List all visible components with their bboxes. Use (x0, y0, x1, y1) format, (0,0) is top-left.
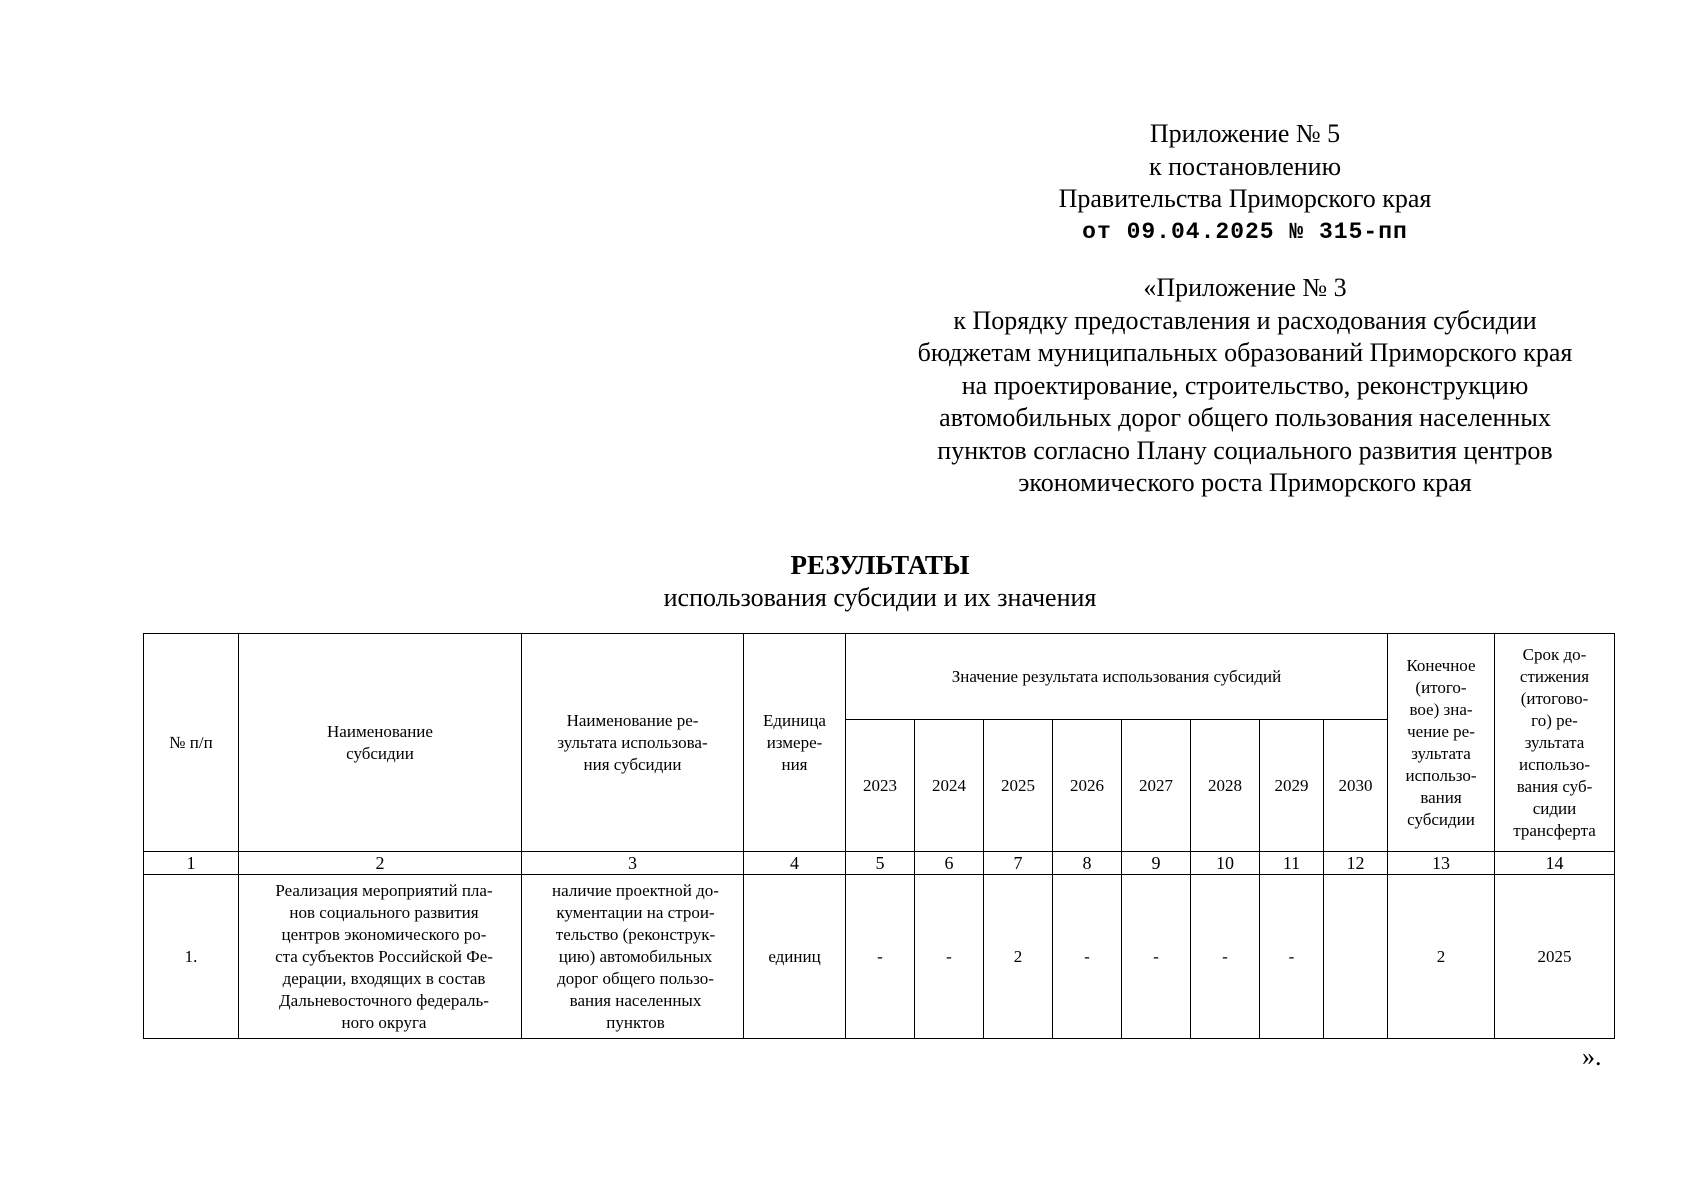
row-value-2027: - (1122, 875, 1191, 1039)
row-value-2029: - (1260, 875, 1324, 1039)
results-table (143, 633, 1615, 1039)
row-unit: единиц (744, 875, 846, 1039)
header-year: 2029 (1260, 720, 1324, 852)
appendix-3-line-6: пунктов согласно Плану социального развития центров (937, 435, 1553, 465)
title-main: РЕЗУЛЬТАТЫ (790, 550, 970, 580)
header-final-value: Конечное (итого- вое) зна- чение ре- зультата использо- вания субсидии (1388, 634, 1495, 852)
header-year: 2023 (846, 720, 915, 852)
header-result-name: Наименование ре- зультата использова- ния субсидии (522, 634, 744, 852)
row-value-2024: - (915, 875, 984, 1039)
appendix-3-line-5: автомобильных дорог общего пользования населенных (939, 403, 1551, 432)
column-number: 8 (1053, 852, 1122, 875)
row-value-2023: - (846, 875, 915, 1039)
row-value-2030 (1324, 875, 1388, 1039)
column-number: 10 (1191, 852, 1260, 875)
title-sub: использования субсидии и их значения (663, 583, 1097, 612)
column-number: 6 (915, 852, 984, 875)
column-number: 11 (1260, 852, 1324, 875)
column-number: 9 (1122, 852, 1191, 875)
row-deadline: 2025 (1495, 875, 1615, 1039)
column-number: 1 (144, 852, 239, 875)
appendix-5-to-resolution: к постановлению (1148, 151, 1342, 181)
end-quote: ». (1582, 1042, 1602, 1071)
column-number: 2 (239, 852, 522, 875)
appendix-3-line-3: бюджетам муниципальных образований Приморского края (917, 338, 1573, 367)
column-number: 14 (1495, 852, 1615, 875)
appendix-3-title: «Приложение № 3 (1143, 273, 1347, 302)
header-unit: Единица измере- ния (744, 634, 846, 852)
column-number: 5 (846, 852, 915, 875)
appendix-3-line-7: экономического роста Приморского края (1018, 468, 1472, 497)
header-values-group: Значение результата использования субсидий (846, 634, 1388, 720)
header-year: 2028 (1191, 720, 1260, 852)
table-row (144, 875, 1615, 1039)
appendix-3-line-2: к Порядку предоставления и расходования субсидии (953, 305, 1537, 335)
row-final-value: 2 (1388, 875, 1495, 1039)
row-result-name: наличие проектной до- кументации на строи- тельство (реконструк- цию) автомобильных дорог общего пользо- вания населенных пунктов (522, 875, 744, 1039)
document-title (540, 548, 1220, 614)
appendix-3-line-4: на проектирование, строительство, реконструкцию (961, 370, 1529, 400)
row-value-2025: 2 (984, 875, 1053, 1039)
row-num: 1. (144, 875, 239, 1039)
header-year: 2030 (1324, 720, 1388, 852)
appendix-3-header (870, 272, 1620, 500)
row-subsidy-name: Реализация мероприятий пла- нов социального развития центров экономического ро- ста субъектов Российской Фе- дерации, входящих в состав Дальневосточного федераль- ного округа (239, 875, 522, 1039)
header-year: 2025 (984, 720, 1053, 852)
column-number: 3 (522, 852, 744, 875)
header-row (144, 634, 1615, 720)
header-year: 2027 (1122, 720, 1191, 852)
header-subsidy-name: Наименование субсидии (239, 634, 522, 852)
appendix-5-title: Приложение № 5 (1149, 119, 1341, 148)
column-numbers-row (144, 852, 1615, 875)
column-number: 7 (984, 852, 1053, 875)
row-value-2028: - (1191, 875, 1260, 1039)
column-number: 4 (744, 852, 846, 875)
header-num: № п/п (144, 634, 239, 852)
header-year: 2026 (1053, 720, 1122, 852)
header-deadline: Срок до- стижения (итогово- го) ре- зультата использо- вания суб- сидии трансферта (1495, 634, 1615, 852)
column-number: 13 (1388, 852, 1495, 875)
header-year: 2024 (915, 720, 984, 852)
resolution-date-number: от 09.04.2025 № 315-пп (1082, 218, 1408, 245)
column-number: 12 (1324, 852, 1388, 875)
row-value-2026: - (1053, 875, 1122, 1039)
appendix-5-header (1035, 118, 1455, 248)
appendix-5-government: Правительства Приморского края (1058, 184, 1432, 213)
